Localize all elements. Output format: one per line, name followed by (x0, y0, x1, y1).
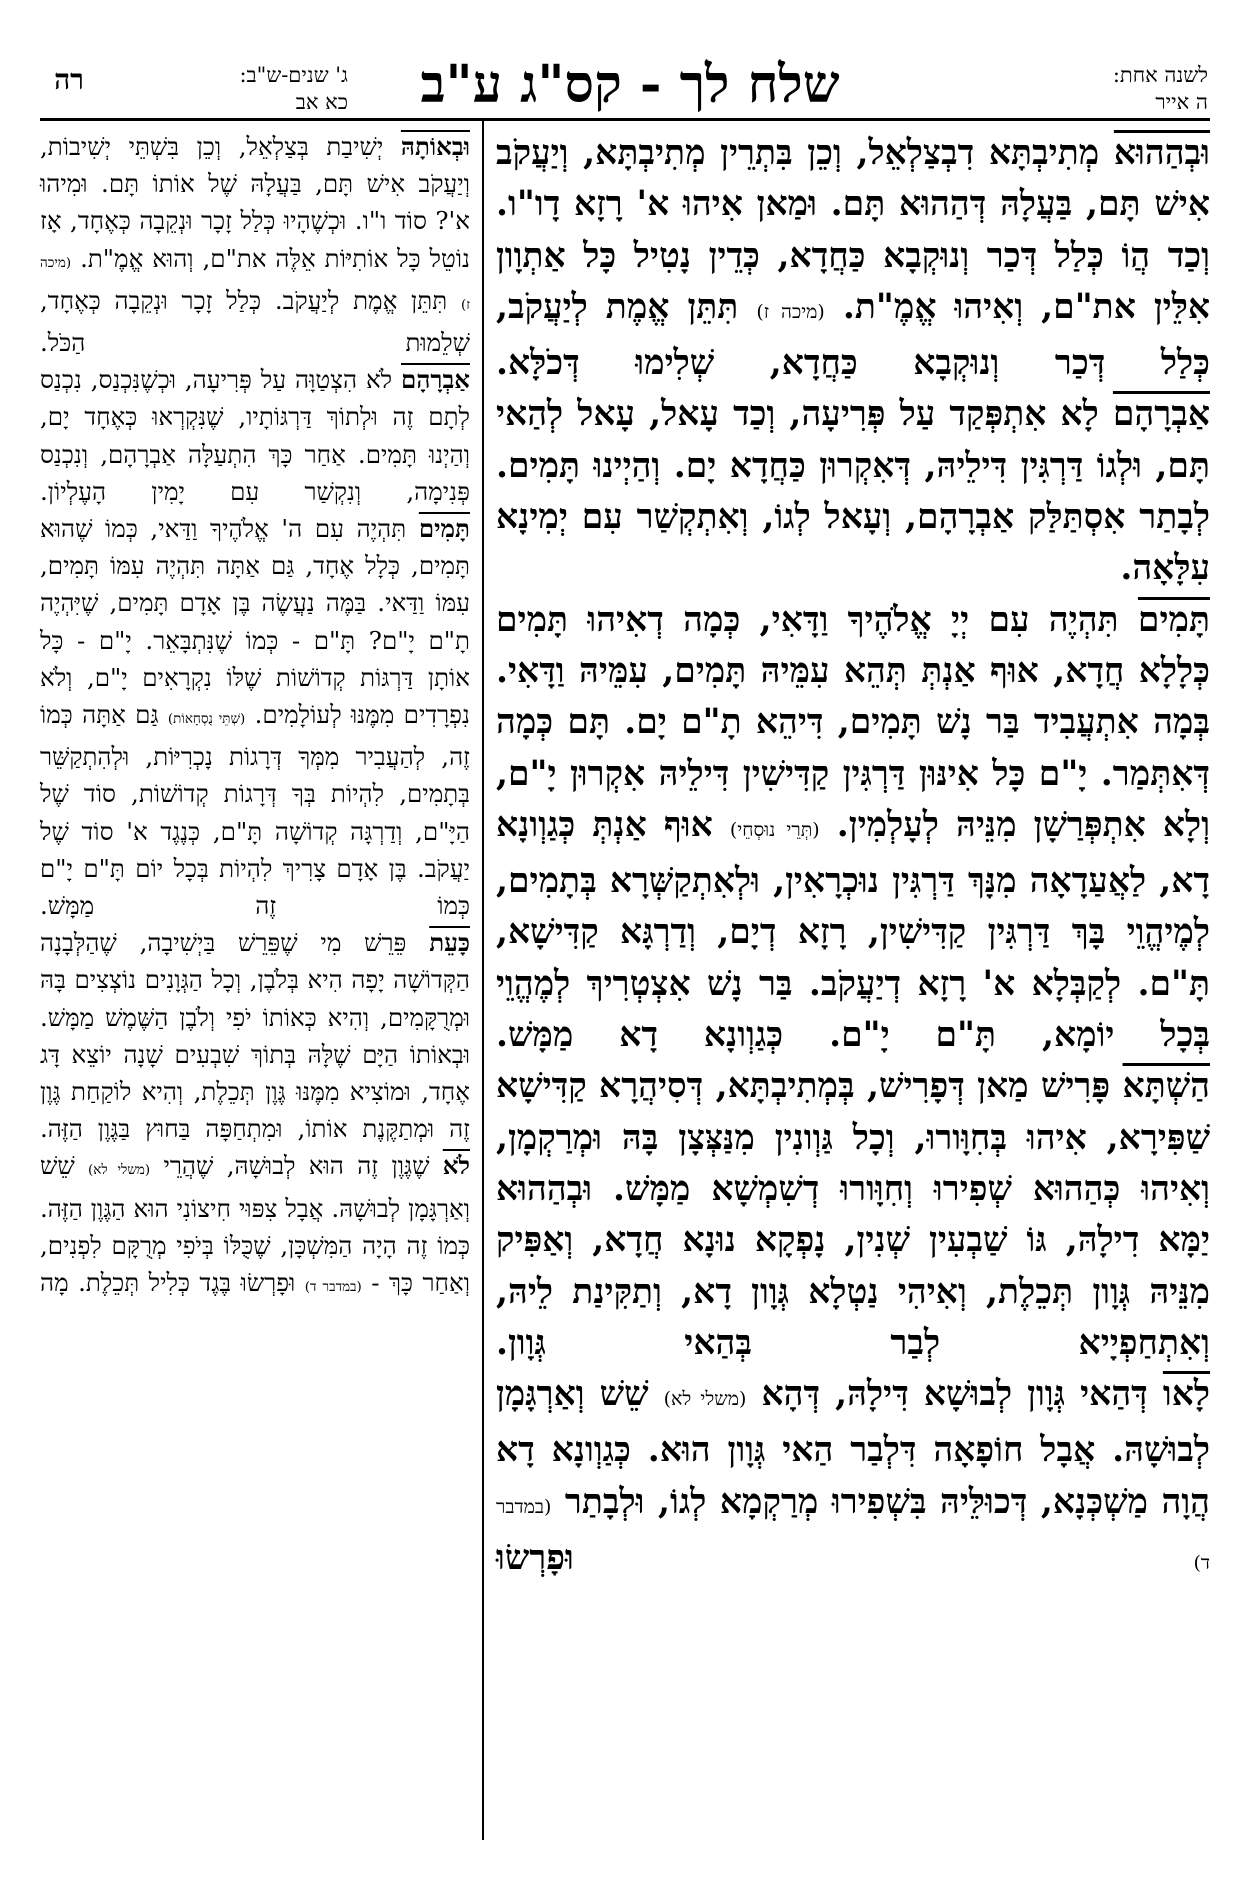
header-daily-schedule-one-year (968, 62, 1208, 116)
source-reference: (שְׁתֵּי נֻסְחָאוֹת) (167, 711, 246, 728)
paragraph-text: לָא אִתְפְּקַד עַל פְּרִיעָה, וְכַד עָאל, עָאל לְהַאי תָּם, וּלְגוֹ דַּרְגִּין דִּילֵיהּ, דְּאִקְרוּן כַּחֲדָא יָם. וְהַיְינוּ תָּמִים. לְבָתַר אִסְתַּלַּק אַבְרָהָם, וְעָאל לְגוֹ, וְאִתְקְשַׁר עִם יְמִינָא עִלָּאָה. (496, 394, 1210, 589)
side-paragraph-5 (40, 1147, 470, 1306)
paragraph-text: מְתִיבְתָּא דִבְצַלְאֵל, וְכֵן בִּתְרֵין מְתִיבְתָּא, וְיַעֲקֹב אִישׁ תָּם, בַּעֲלָהּ דְּהַהוּא תָּם. וּמַאן אִיהוּ א' רָזָא דָו"ו. וְכַד הֲוֹ כְּלַל דְּכַר וְנוּקְבָא כַּחֲדָא, כְּדֵין נָטִיל כָּל אַתְוָון אִלֵּין את"ם, וְאִיהוּ אֱמֶ"ת. (496, 133, 1210, 327)
paragraph-text: שֵׁשׁ וְאַרְגָּמָן לְבוּשָׁהּ. אֲבָל חוֹפָאָה דִּלְבַר הַאי גְּוָון הוּא. כְּגַוְונָא דָא הֲוָה מַשְׁכְּנָא, דְּכוּלֵּיהּ בִּשְׁפִירוּ מְרַקְמָא לְגוֹ, וּלְבָתַר (496, 1374, 1211, 1522)
paragraph-lead-word: תָּמִים (1137, 599, 1210, 640)
paragraph-text: יְשִׁיבַת בְּצַלְאֵל, וְכֵן בִּשְׁתֵּי יְשִׁיבוֹת, וְיַעֲקֹב אִישׁ תָּם, בַּעֲלָהּ שֶׁל אוֹתוֹ תָּם. וּמִיהוּ א'? סוֹד ו"ו. וּכְשֶׁהָיוּ כְּלַל זָכָר וּנְקֵבָה כְּאֶחָד, אָז נוֹטֵל כָּל אוֹתִיּוֹת אֵלֶּה את"ם, וְהוּא אֱמֶ"ת. (40, 132, 470, 273)
side-paragraph-2 (40, 361, 470, 510)
source-reference: (תְּרֵי נוּסְחֵי) (729, 818, 820, 841)
three-years-label: ג' שנים-ש"ב: (239, 63, 348, 87)
paragraph-lead-word: וּבְהַהוּא (1113, 133, 1211, 173)
side-paragraph-1 (40, 128, 470, 361)
paragraph-lead-word: לָאו (1162, 1374, 1210, 1415)
main-paragraph-5 (496, 1369, 1210, 1589)
main-text-column (496, 128, 1210, 1589)
page-number: רה (54, 63, 84, 96)
paragraph-text: דְּהַאי גְּוָון לְבוּשָׁא דִּילָהּ, דְּהָא (761, 1374, 1148, 1415)
source-reference: (מיכה ז) (756, 300, 825, 323)
source-reference: (משלי לא) (663, 1388, 747, 1411)
paragraph-text: אוּף אַנְתְּ כְּגַוְונָא דָא, לַאֲעַדָאָה מִנָּךְ דַּרְגִּין נוּכְרָאִין, וּלְאִתְקַשְּׁרָא בְּתָמִים, לְמֶיהֱוֵי בָּךְ דַּרְגִּין קַדִּישִׁין, רָזָא דְיָם, וְדַרְגָּא קַדִּישָׁא, תָּ"ם. לְקַבְּלָא א' רָזָא דְיַעֲקֹב. בַּר נָשׁ אִצְטְרִיךְ לְמֶהֱוֵי בְּכָל יוֹמָא, תָּ"ם יָ"ם. כְּגַוְונָא דָא מַמָּשׁ. (496, 804, 1210, 1056)
paragraph-lead-word: אַבְרָהָם (1112, 394, 1210, 435)
paragraph-text: וּפָרְשׂוּ (496, 1538, 574, 1579)
one-year-label: לשנה אחת: (1112, 63, 1208, 87)
paragraph-lead-word: אַבְרָהָם (401, 365, 470, 395)
paragraph-text: פָּרִישׁ מַאן דְּפָרִישׁ, בְּמְתִיבְתָּא, דְּסִיהֲרָא קַדִּישָׁא שַׁפִּירָא, אִיהוּ בְּחִוָּורוּ, וְכָל גַּוְונִין מִנַּצְּצָן בָּהּ וּמְרַקְמָן, וְאִיהוּ כְּהַהוּא שְׁפִירוּ וְחִוָּורוּ דְשִׁמְשָׁא מַמָּשׁ. וּבְהַהוּא יַמָּא דִילָהּ, גּוֹ שַׁבְעִין שְׁנִין, נָפְקָא נוּנָא חֲדָא, וְאַפִּיק מִנֵּיהּ גְּוָון תְּכֵלֶת, וְאִיהִי נַטְלָא גְּוָון דָא, וְתַקִּינַת לֵיהּ, וְאִתְחַפְיָיא לְבַר בְּהַאי גְּוָון. (496, 1066, 1210, 1363)
source-reference: (במדבר ד) (304, 1279, 362, 1296)
paragraph-text: שֵׁשׁ וְאַרְגָּמָן לְבוּשָׁהּ. אֲבָל צִפּוּי חִיצוֹנִי הוּא הַגֶּוֶן הַזֶּה. כְּמוֹ זֶה הָיָה הַמִּשְׁכָּן, שֶׁכֻּלּוֹ בְּיֹפִי מְרֻקָּם לִפְנִים, וְאַחַר כָּךְ - (40, 1151, 470, 1298)
paragraph-lead-word: תָּמִים (418, 514, 470, 544)
main-paragraph-4 (496, 1061, 1210, 1369)
column-divider (482, 120, 484, 1840)
paragraph-text: תִּהְיֶה עִם יְיָ אֱלֹהֶיךָ וַדָּאִי, כְּמָה דְאִיהוּ תָּמִים כְּלָלָא חֲדָא, אוּף אַנְתְּ תְּהֵא עִמֵּיהּ תָּמִים, עִמֵּיהּ וַדָּאִי. בְּמָה אִתְעֲבִיד בַּר נָשׁ תָּמִים, דִּיהֵא תָ"ם יָם. תָּם כְּמָה דְּאִתְּמַר. יָ"ם כָּל אִינּוּן דַּרְגִּין קַדִּישִׁין דִּילֵיהּ אִקְרוּן יָ"ם, וְלָא אִתְפְּרַשָׁן מִנֵּיהּ לְעָלְמִין. (496, 599, 1211, 845)
side-paragraph-4 (40, 924, 470, 1147)
paragraph-text: תִּהְיֶה עִם ה' אֱלֹהֶיךָ וַדַּאי, כְּמוֹ שֶׁהוּא תָּמִים, כְּלָל אֶחָד, גַּם אַתָּה תִּהְיֶה עִמּוֹ תָּמִים, עִמּוֹ וַדַּאי. בַּמֶּה נַעֲשֶׂה בֶּן אָדָם תָּמִים, שֶׁיִּהְיֶה תָ"ם יָ"ם? תָּ"ם - כְּמוֹ שֶׁנִּתְבָּאֵר. יָ"ם - כָּל אוֹתָן דַּרְגּוֹת קְדוֹשׁוֹת שֶׁלּוֹ נִקְרָאִים יָ"ם, וְלֹא נִפְרָדִים מִמֶּנּוּ לְעוֹלָמִים. (40, 514, 470, 730)
paragraph-lead-word: וּבְאוֹתָהּ (400, 132, 470, 161)
translation-column (40, 128, 470, 1306)
main-paragraph-2 (496, 389, 1210, 594)
header-daily-schedule-three-years (128, 62, 348, 116)
paragraph-text: וּפָרְשׂוּ בֶּגֶד כְּלִיל תְּכֵלֶת. מָה (40, 1268, 296, 1298)
paragraph-text: פֵּרֵשׁ מִי שֶׁפֵּרֵשׁ בַּיְשִׁיבָה, שֶׁהַלְּבָנָה הַקְּדוֹשָׁה יָפָה הִיא בְּלֹבֶן, וְכָל הַגְּוָנִים נוֹצְצִים בָּהּ וּמְרֻקָּמִים, וְהִיא כְּאוֹתוֹ יֹפִי וְלֹבֶן הַשֶּׁמֶשׁ מַמָּשׁ. וּבְאוֹתוֹ הַיָּם שֶׁלָּהּ בְּתוֹךְ שִׁבְעִים שָׁנָה יוֹצֵא דָּג אֶחָד, וּמוֹצִיא מִמֶּנּוּ גֶּוֶן תְּכֵלֶת, וְהִיא לוֹקַחַת גֶּוֶן זֶה וּמְתַקֶּנֶת אוֹתוֹ, וּמִתְחַפָּה בַּחוּץ בַּגֶּוֶן הַזֶּה. (40, 928, 470, 1144)
paragraph-text: תִּתֵּן אֱמֶת לְיַעֲקֹב, כְּלַל דְּכַר וְנוּקְבָא כַּחֲדָא, שְׁלִימוּ דְּכֹלָּא. (496, 286, 1210, 384)
source-reference: (משלי לא) (88, 1162, 151, 1179)
one-year-date: ה אייר (1155, 90, 1208, 114)
paragraph-lead-word: לֹא (442, 1151, 470, 1181)
source-reference: (מיכה ז) (40, 254, 470, 313)
main-paragraph-3 (496, 595, 1210, 1062)
page-title: שלח לך - קס"ג ע"ב (420, 54, 840, 115)
paragraph-text: גַּם אַתָּה כְּמוֹ זֶה, לְהַעֲבִיר מִמְּךָ דְּרָגוֹת נָכְרִיּוֹת, וּלְהִתְקַשֵּׁר בְּתָמִים, לִהְיוֹת בְּךָ דְּרָגוֹת קְדוֹשׁוֹת, סוֹד שֶׁל הַיָּ"ם, וְדַרְגָּה קְדוֹשָׁה תָּ"ם, כְּנֶגֶד א' סוֹד שֶׁל יַעֲקֹב. בֶּן אָדָם צָרִיךְ לִהְיוֹת בְּכָל יוֹם תָּ"ם יָ"ם כְּמוֹ זֶה מַמָּשׁ. (40, 700, 470, 921)
three-years-date: כא אב (295, 90, 348, 114)
side-paragraph-3 (40, 510, 470, 924)
paragraph-text: תִּתֵּן אֱמֶת לְיַעֲקֹב. כְּלַל זָכָר וּנְקֵבָה כְּאֶחָד, שְׁלֵמוּת הַכֹּל. (40, 285, 470, 358)
source-reference: (במדבר ד) (496, 1495, 1210, 1575)
paragraph-text: שֶׁגֶּוֶן זֶה הוּא לְבוּשָׁהּ, שֶׁהֲרֵי (163, 1151, 430, 1181)
main-paragraph-1 (496, 128, 1210, 389)
paragraph-text: לֹא הִצְטַוָּה עַל פְּרִיעָה, וּכְשֶׁנִּכְנַס, נִכְנַס לְתָם זֶה וּלְתוֹךְ דַּרְגּוֹתָיו, שֶׁנִּקְרְאוּ כְּאֶחָד יָם, וְהַיְנוּ תָּמִים. אַחַר כָּךְ הִתְעַלָּה אַבְרָהָם, וְנִכְנַס פְּנִימָה, וְנִקְשַׁר עִם יָמִין הָעֶלְיוֹן. (40, 365, 470, 506)
header-divider (40, 118, 1210, 121)
paragraph-lead-word: כָּעֵת (429, 928, 470, 958)
paragraph-lead-word: הַשְׁתָּא (1122, 1066, 1211, 1107)
